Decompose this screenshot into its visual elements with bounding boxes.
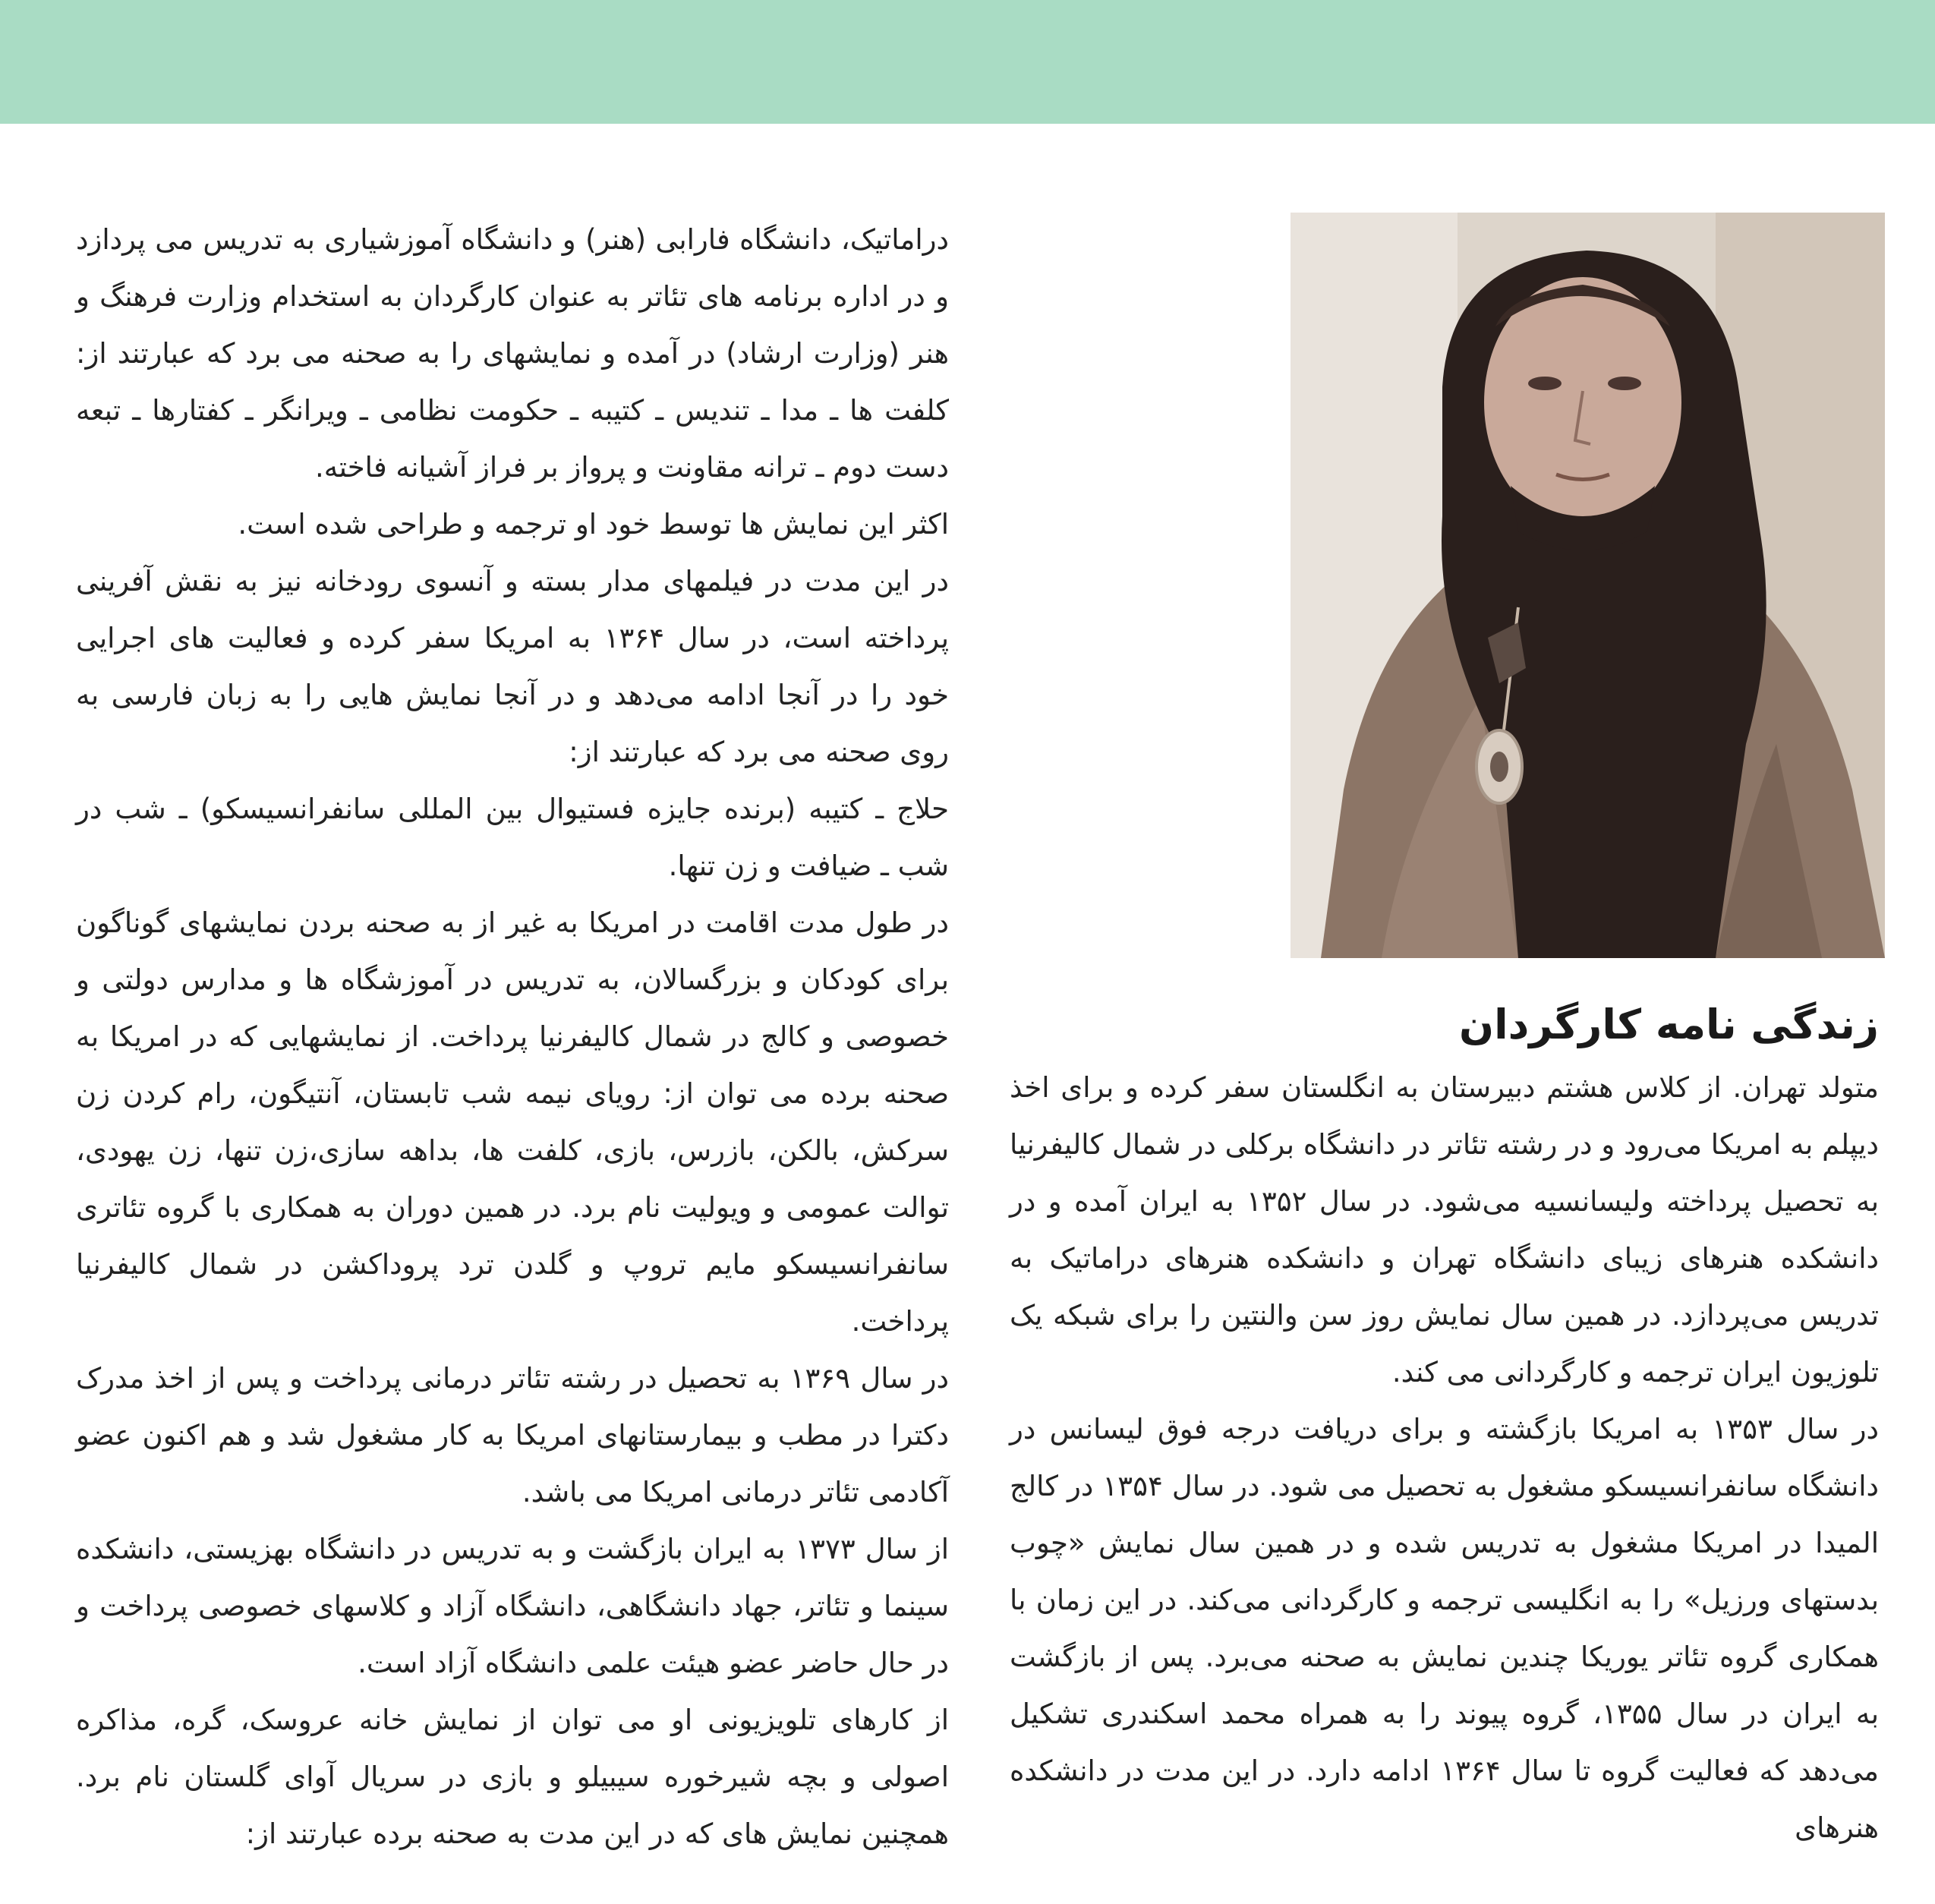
paragraph: حلاج ـ کتیبه (برنده جایزه فستیوال بین المللی سانفرانسیسکو) ـ شب در شب ـ ضیافت و زن تنها. [76,793,949,882]
paragraph: در طول مدت اقامت در امریکا به غیر از به صحنه بردن نمایشهای گوناگون برای کودکان و بزرگسالان، به تدریس در آموزشگاه ها و مدارس دولتی و خصوصی و کالج در شمال کالیفرنیا پرداخت. از نمایشهایی که در امریکا به صحنه برده می توان از: رویای نیمه شب تابستان، آنتیگون، رام کردن زن سرکش، بالکن، بازرس، بازی، کلفت ها، بداهه سازی،زن تنها، زن یهودی، توالت عمومی و ویولیت نام برد. در همین دوران به همکاری با گروه تئاتری سانفرانسیسکو مایم تروپ و گلدن ترد پروداکشن در شمال کالیفرنیا پرداخت. [76,906,949,1338]
paragraph: متولد تهران. از کلاس هشتم دبیرستان به انگلستان سفر کرده و برای اخذ دیپلم به امریکا می‌رود و در رشته تئاتر در دانشگاه برکلی در شمال کالیفرنیا به تحصیل پرداخته ولیسانسیه می‌شود. در سال ۱۳۵۲ به ایران آمده و در دانشکده هنرهای زیبای دانشگاه تهران و دانشکده هنرهای دراماتیک به تدریس می‌پردازد. در همین سال نمایش روز سن والنتین را برای شبکه یک تلوزیون ایران ترجمه و کارگردانی می کند. [1010,1071,1879,1389]
paragraph: در این مدت در فیلمهای مدار بسته و آنسوی رودخانه نیز به نقش آفرینی پرداخته است، در سال ۱۳۶۴ به امریکا سفر کرده و فعالیت های اجرایی خود را در آنجا ادامه می‌دهد و در آنجا نمایش هایی را به زبان فارسی به روی صحنه می برد که عبارتند از: [76,565,949,768]
page-title: زندگی نامه کارگردان [1459,1001,1879,1048]
paragraph: دراماتیک، دانشگاه فارابی (هنر) و دانشگاه آموزشیاری به تدریس می پردازد و در اداره برنامه های تئاتر به عنوان کارگردان به استخدام وزارت فرهنگ و هنر (وزارت ارشاد) در آمده و نمایشهای را به صحنه می برد که عبارتند از: کلفت ها ـ مدا ـ تندیس ـ کتیبه ـ حکومت نظامی ـ ویرانگر ـ کفتارها ـ تبعه دست دوم ـ ترانه مقاونت و پرواز بر فراز آشیانه فاخته. [76,223,949,484]
director-portrait-photo [1291,213,1885,958]
paragraph: از کارهای تلویزیونی او می توان از نمایش خانه عروسک، گره، مذاکره اصولی و بچه شیرخوره سیبیلو و بازی در سریال آوای گلستان نام برد. همچنین نمایش های که در این مدت به صحنه برده عبارتند از: [76,1704,949,1850]
paragraph: در سال ۱۳۶۹ به تحصیل در رشته تئاتر درمانی پرداخت و پس از اخذ مدرک دکترا در مطب و بیمارستانهای امریکا به کار مشغول شد و هم اکنون عضو آکادمی تئاتر درمانی امریکا می باشد. [76,1362,949,1508]
top-color-band [0,0,1935,124]
paragraph: اکثر این نمایش ها توسط خود او ترجمه و طراحی شده است. [238,508,949,541]
paragraph: در سال ۱۳۵۳ به امریکا بازگشته و برای دریافت درجه فوق لیسانس در دانشگاه سانفرانسیسکو مشغول به تحصیل می شود. در سال ۱۳۵۴ در کالج المیدا در امریکا مشغول به تدریس شده و در همین سال نمایش «چوب بدستهای ورزیل» را به انگلیسی ترجمه و کارگردانی می‌کند. در این زمان با همکاری گروه تئاتر یوریکا چندین نمایش به صحنه می‌برد. پس از بازگشت به ایران در سال ۱۳۵۵، گروه پیوند را به همراه محمد اسکندری تشکیل می‌دهد که فعالیت گروه تا سال ۱۳۶۴ ادامه دارد. در این مدت در دانشکده هنرهای [1010,1413,1879,1844]
right-text-column [1010,1059,1879,1856]
left-text-column [76,211,949,1862]
paragraph: از سال ۱۳۷۳ به ایران بازگشت و به تدریس در دانشگاه بهزیستی، دانشکده سینما و تئاتر، جهاد دانشگاهی، دانشگاه آزاد و کلاسهای خصوصی پرداخت و در حال حاضر عضو هیئت علمی دانشگاه آزاد است. [76,1533,949,1679]
